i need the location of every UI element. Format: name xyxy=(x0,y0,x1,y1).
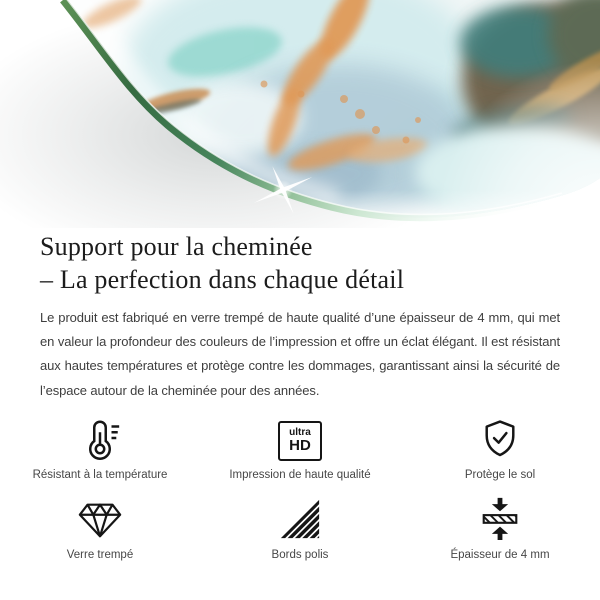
feature-thickness xyxy=(400,495,600,561)
feature-label: Impression de haute qualité xyxy=(229,468,371,481)
feature-icon-wrap xyxy=(478,415,522,461)
feature-icon-wrap xyxy=(278,415,322,461)
thermometer-icon xyxy=(77,415,123,461)
feature-icon-wrap xyxy=(77,495,123,541)
product-description: Le produit est fabriqué en verre trempé de haute qualité d’une épaisseur de 4 mm, qui met en valeur la profondeur des couleurs de l’impression et offre un éclat élégant. Il est résistant aux hautes températures et protège contre les dommages, garantissant ainsi la sécurité de l’espace autour de la cheminée pour des années. xyxy=(40,310,560,398)
feature-label: Protège le sol xyxy=(464,468,536,481)
content-section xyxy=(0,230,600,403)
polished-edges-icon xyxy=(278,497,322,541)
features-grid xyxy=(0,415,600,561)
shield-check-icon xyxy=(478,417,522,461)
feature-label: Bords polis xyxy=(271,548,329,561)
page-title xyxy=(40,230,560,296)
feature-polished-edges xyxy=(200,495,400,561)
title-line-2: – La perfection dans chaque détail xyxy=(40,265,405,294)
thickness-4mm-icon xyxy=(477,495,523,541)
title-line-1: Support pour la cheminée xyxy=(40,232,313,261)
feature-temperature-resistant xyxy=(0,415,200,481)
feature-icon-wrap xyxy=(77,415,123,461)
ultra-hd-icon-text-bottom: HD xyxy=(289,437,311,455)
feature-label: Résistant à la température xyxy=(32,468,168,481)
feature-floor-protection xyxy=(400,415,600,481)
feature-label: Épaisseur de 4 mm xyxy=(450,548,550,561)
ultra-hd-icon xyxy=(278,421,322,461)
feature-icon-wrap xyxy=(477,495,523,541)
feature-print-quality xyxy=(200,415,400,481)
feature-label: Verre trempé xyxy=(66,548,134,561)
diamond-icon xyxy=(77,499,123,541)
feature-tempered-glass xyxy=(0,495,200,561)
product-image xyxy=(0,0,600,228)
feature-icon-wrap xyxy=(278,495,322,541)
ultra-hd-icon-text-top: ultra xyxy=(289,427,311,439)
